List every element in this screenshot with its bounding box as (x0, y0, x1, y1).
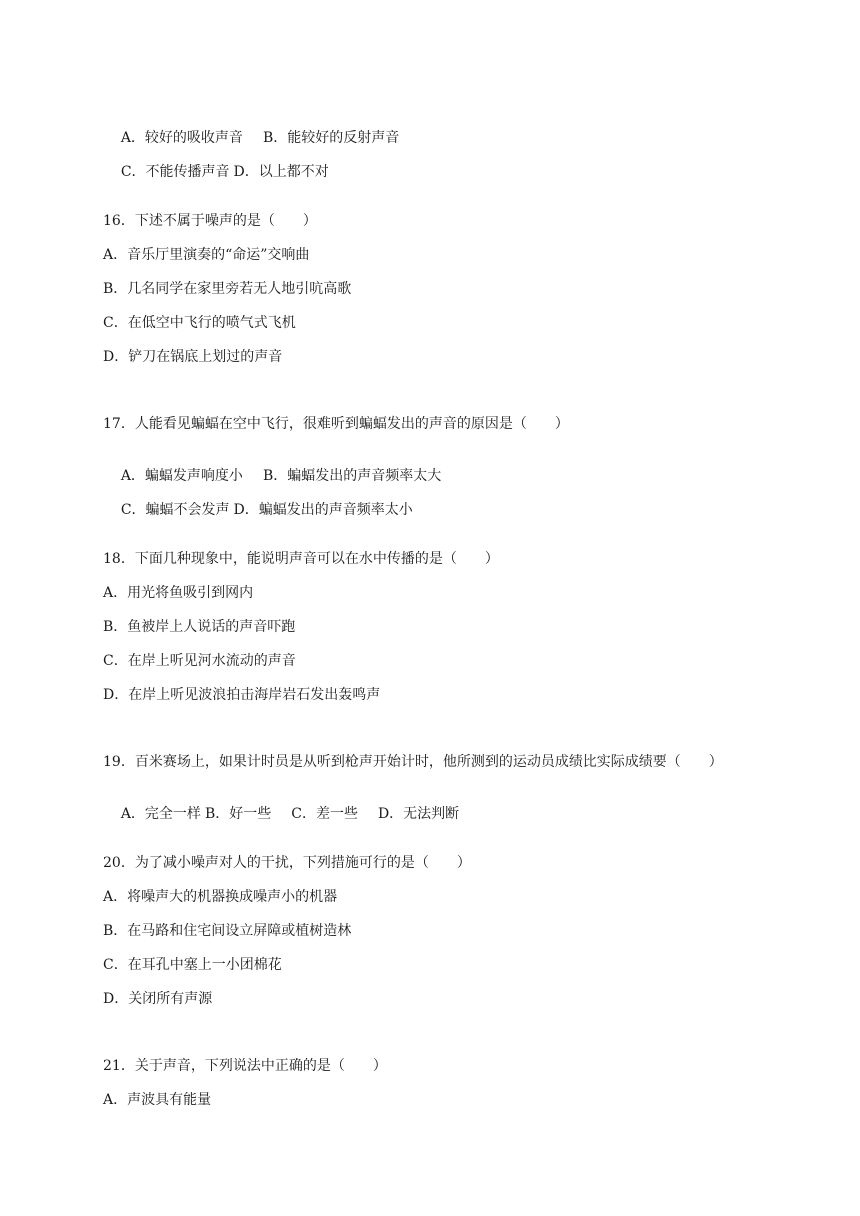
q20-stem: 20．为了减小噪声对人的干扰，下列措施可行的是（ ） (103, 855, 471, 871)
q17-option-c: C．蝙蝠不会发声 (120, 502, 230, 518)
q16-option-d: D．铲刀在锅底上划过的声音 (103, 349, 283, 365)
q15-option-c: C．不能传播声音 (120, 164, 230, 180)
q18-option-b: B．鱼被岸上人说话的声音吓跑 (103, 619, 296, 635)
q17-option-a: A．蝙蝠发声响度小 (120, 468, 243, 484)
q20-option-c: C．在耳孔中塞上一小团棉花 (103, 957, 282, 973)
q17-options-row-2 (103, 483, 413, 537)
q18-option-d: D．在岸上听见波浪拍击海岸岩石发出轰鸣声 (103, 687, 381, 703)
q15-options-row-2 (103, 145, 329, 199)
q17-stem: 17．人能看见蝙蝠在空中飞行，很难听到蝙蝠发出的声音的原因是（ ） (103, 416, 569, 432)
q17-option-d: D．蝙蝠发出的声音频率太小 (233, 502, 413, 518)
q19-options-row (103, 787, 459, 841)
q15-option-b: B．能较好的反射声音 (262, 130, 400, 146)
q21-stem: 21．关于声音，下列说法中正确的是（ ） (103, 1058, 387, 1074)
q20-option-d: D．关闭所有声源 (103, 991, 213, 1007)
q19-stem: 19．百米赛场上，如果计时员是从听到枪声开始计时，他所测到的运动员成绩比实际成绩要（ ） (103, 754, 723, 770)
q20-option-a: A．将噪声大的机器换成噪声小的机器 (103, 889, 338, 905)
q21-option-a: A．声波具有能量 (103, 1092, 212, 1108)
q16-stem: 16．下述不属于噪声的是（ ） (103, 213, 317, 229)
q18-option-a: A．用光将鱼吸引到网内 (103, 585, 254, 601)
q16-option-c: C．在低空中飞行的喷气式飞机 (103, 315, 296, 331)
q20-option-b: B．在马路和住宅间设立屏障或植树造林 (103, 923, 352, 939)
q19-option-c: C．差一些 (291, 806, 358, 822)
q18-stem: 18．下面几种现象中，能说明声音可以在水中传播的是（ ） (103, 551, 499, 567)
q19-option-b: B．好一些 (204, 806, 272, 822)
q17-option-b: B．蝙蝠发出的声音频率太大 (262, 468, 442, 484)
q16-option-b: B．几名同学在家里旁若无人地引吭高歌 (103, 281, 352, 297)
q19-option-a: A．完全一样 (120, 806, 201, 822)
q15-option-a: A．较好的吸收声音 (120, 130, 243, 146)
q15-option-d: D．以上都不对 (233, 164, 329, 180)
q19-option-d: D．无法判断 (377, 806, 460, 822)
q16-option-a: A．音乐厅里演奏的“命运”交响曲 (103, 247, 310, 263)
q18-option-c: C．在岸上听见河水流动的声音 (103, 653, 296, 669)
